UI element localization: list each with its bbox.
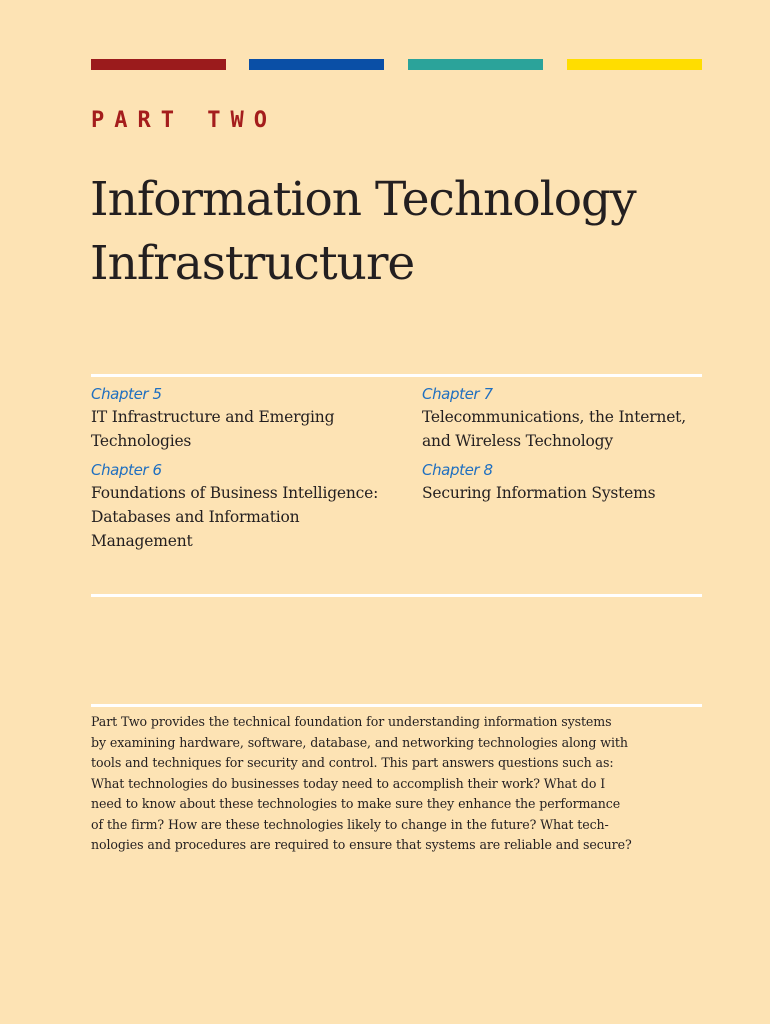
chapter-title (422, 481, 712, 505)
intro-line: need to know about these technologies to make sure they enhance the performance (91, 796, 621, 811)
chapter-title-line: Technologies (91, 432, 192, 450)
blue-bar (249, 59, 384, 70)
chapter-title-line: Securing Information Systems (422, 484, 656, 502)
intro-rule (91, 704, 702, 707)
chapter-title-line: Management (91, 532, 193, 550)
chapter-entry-8 (422, 459, 712, 505)
chapter-label: Chapter 8 (422, 461, 493, 479)
intro-line: tools and techniques for security and control. This part answers questions such as: (91, 755, 614, 770)
chapter-label: Chapter 6 (91, 461, 162, 479)
chapter-entry-6 (91, 459, 401, 553)
intro-line: by examining hardware, software, database, and networking technologies along with (91, 734, 628, 750)
middle-rule (91, 594, 702, 597)
part-title-line-1: Information Technology (90, 172, 636, 227)
part-title-line-2: Infrastructure (90, 236, 415, 291)
chapter-title-line: IT Infrastructure and Emerging (91, 408, 335, 426)
chapter-column-right (422, 383, 712, 511)
chapter-title-line: Foundations of Business Intelligence: (91, 484, 379, 502)
teal-bar (408, 59, 543, 70)
intro-paragraph (91, 712, 671, 856)
intro-line: Part Two provides the technical foundation for understanding information systems (91, 714, 612, 729)
red-bar (91, 59, 226, 70)
chapter-entry-7 (422, 383, 712, 453)
yellow-bar (567, 59, 702, 70)
intro-line: nologies and procedures are required to ensure that systems are reliable and secure? (91, 837, 632, 852)
chapter-title (91, 405, 401, 453)
intro-line: of the firm? How are these technologies likely to change in the future? What tech- (91, 816, 609, 832)
chapter-entry-5 (91, 383, 401, 453)
chapter-label: Chapter 5 (91, 385, 162, 403)
intro-line: What technologies do businesses today need to accomplish their work? What do I (91, 775, 606, 791)
part-title (90, 168, 710, 296)
top-rule (91, 374, 702, 377)
chapter-title (422, 405, 712, 453)
chapter-title-line: Telecommunications, the Internet, (422, 408, 686, 426)
chapter-column-left (91, 383, 401, 559)
chapter-label: Chapter 7 (422, 385, 493, 403)
chapter-title-line: and Wireless Technology (422, 432, 613, 450)
chapter-title-line: Databases and Information (91, 508, 300, 526)
color-bars (91, 59, 702, 70)
chapter-title (91, 481, 401, 553)
part-label: PART TWO (91, 108, 277, 133)
